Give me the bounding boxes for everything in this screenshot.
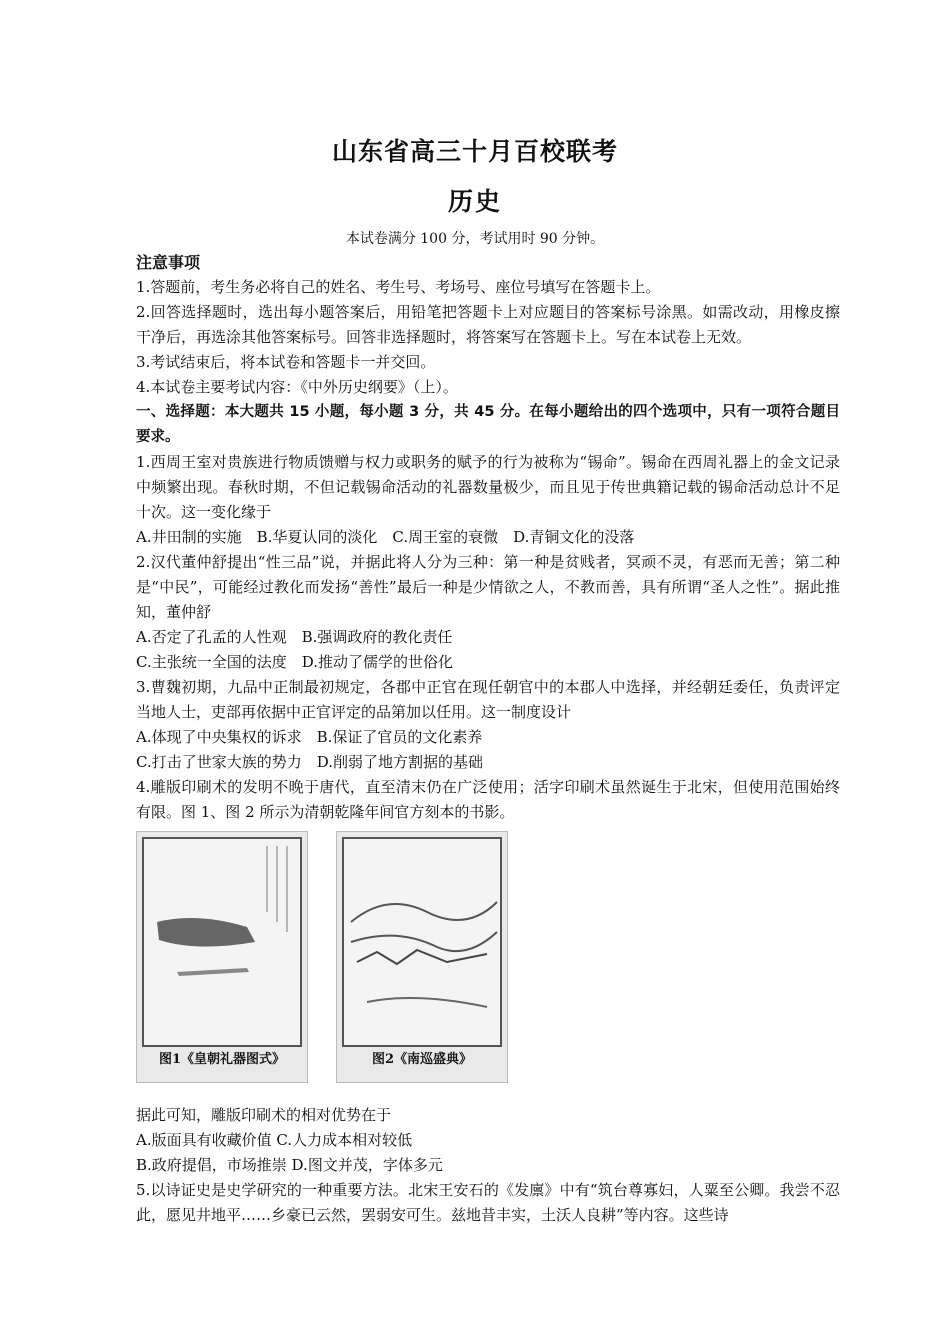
figure-2-caption: 图2《南巡盛典》 <box>371 1052 473 1067</box>
section-heading: 一、选择题：本大题共 15 小题，每小题 3 分，共 45 分。在每小题给出的四个选项中，只有一项符合题目要求。 <box>136 404 840 445</box>
exam-subject: 历史 <box>447 187 502 216</box>
notes-heading: 注意事项 <box>136 253 201 272</box>
question-options: C.主张统一全国的法度 D.推动了儒学的世俗化 <box>136 653 453 671</box>
question-options: A.版面具有收藏价值 C.人力成本相对较低 <box>136 1131 413 1149</box>
figure-1-image <box>136 831 308 1083</box>
question-stem: 4.雕版印刷术的发明不晚于唐代，直至清末仍在广泛使用；活字印刷术虽然诞生于北宋，但使用范围始终有限。图 1、图 2 所示为清朝乾隆年间官方刻本的书影。 <box>136 778 840 821</box>
figure-1-caption: 图1《皇朝礼器图式》 <box>158 1052 286 1067</box>
figures-row <box>136 831 516 1081</box>
question-options: C.打击了世家大族的势力 D.削弱了地方割据的基础 <box>136 753 483 771</box>
exam-body <box>136 250 840 1228</box>
ritual-vessel-illustration <box>137 832 307 1082</box>
exam-title: 山东省高三十月百校联考 <box>331 137 618 166</box>
note-item: 1.答题前，考生务必将自己的姓名、考生号、考场号、座位号填写在答题卡上。 <box>136 278 661 296</box>
note-item: 4.本试卷主要考试内容：《中外历史纲要》（上）。 <box>136 378 458 396</box>
question-options: B.政府提倡，市场推崇 D.图文并茂，字体多元 <box>136 1156 443 1174</box>
note-item: 3.考试结束后，将本试卷和答题卡一并交回。 <box>136 353 436 371</box>
figure-2-image <box>336 831 508 1083</box>
question-options: A.体现了中央集权的诉求 B.保证了官员的文化素养 <box>136 728 483 746</box>
question-options: A.否定了孔孟的人性观 B.强调政府的教化责任 <box>136 628 453 646</box>
note-item: 2.回答选择题时，选出每小题答案后，用铅笔把答题卡上对应题目的答案标号涂黑。如需改动，用橡皮擦干净后，再选涂其他答案标号。回答非选择题时，将答案写在答题卡上。写在本试卷上无效。 <box>136 303 840 346</box>
question-stem: 2.汉代董仲舒提出“性三品”说，并据此将人分为三种：第一种是贫贱者，冥顽不灵，有恶而无善；第二种是“中民”，可能经过教化而发扬“善性”最后一种是少情欲之人，不教而善，具有所谓“圣人之性”。据此推知，董仲舒 <box>136 553 840 621</box>
exam-info: 本试卷满分 100 分，考试用时 90 分钟。 <box>345 231 605 247</box>
question-stem: 5.以诗证史是史学研究的一种重要方法。北宋王安石的《发廪》中有“筑台尊寡妇，人粟至公卿。我尝不忍此，愿见井地平……乡豪已云然，罢弱安可生。兹地昔丰实，土沃人良耕”等内容。这些诗 <box>136 1181 840 1224</box>
question-stem: 3.曹魏初期，九品中正制最初规定，各郡中正官在现任朝官中的本郡人中选择，并经朝廷委任，负责评定当地人士，吏部再依据中正官评定的品第加以任用。这一制度设计 <box>136 678 840 721</box>
question-stem: 1.西周王室对贵族进行物质馈赠与权力或职务的赋予的行为被称为“锡命”。锡命在西周礼器上的金文记录中频繁出现。春秋时期，不但记载锡命活动的礼器数量极少，而且见于传世典籍记载的锡命活动总计不足十次。这一变化缘于 <box>136 453 840 521</box>
landscape-illustration <box>337 832 507 1082</box>
question-after: 据此可知，雕版印刷术的相对优势在于 <box>136 1106 392 1124</box>
question-options: A.井田制的实施 B.华夏认同的淡化 C.周王室的衰微 D.青铜文化的没落 <box>136 528 635 546</box>
